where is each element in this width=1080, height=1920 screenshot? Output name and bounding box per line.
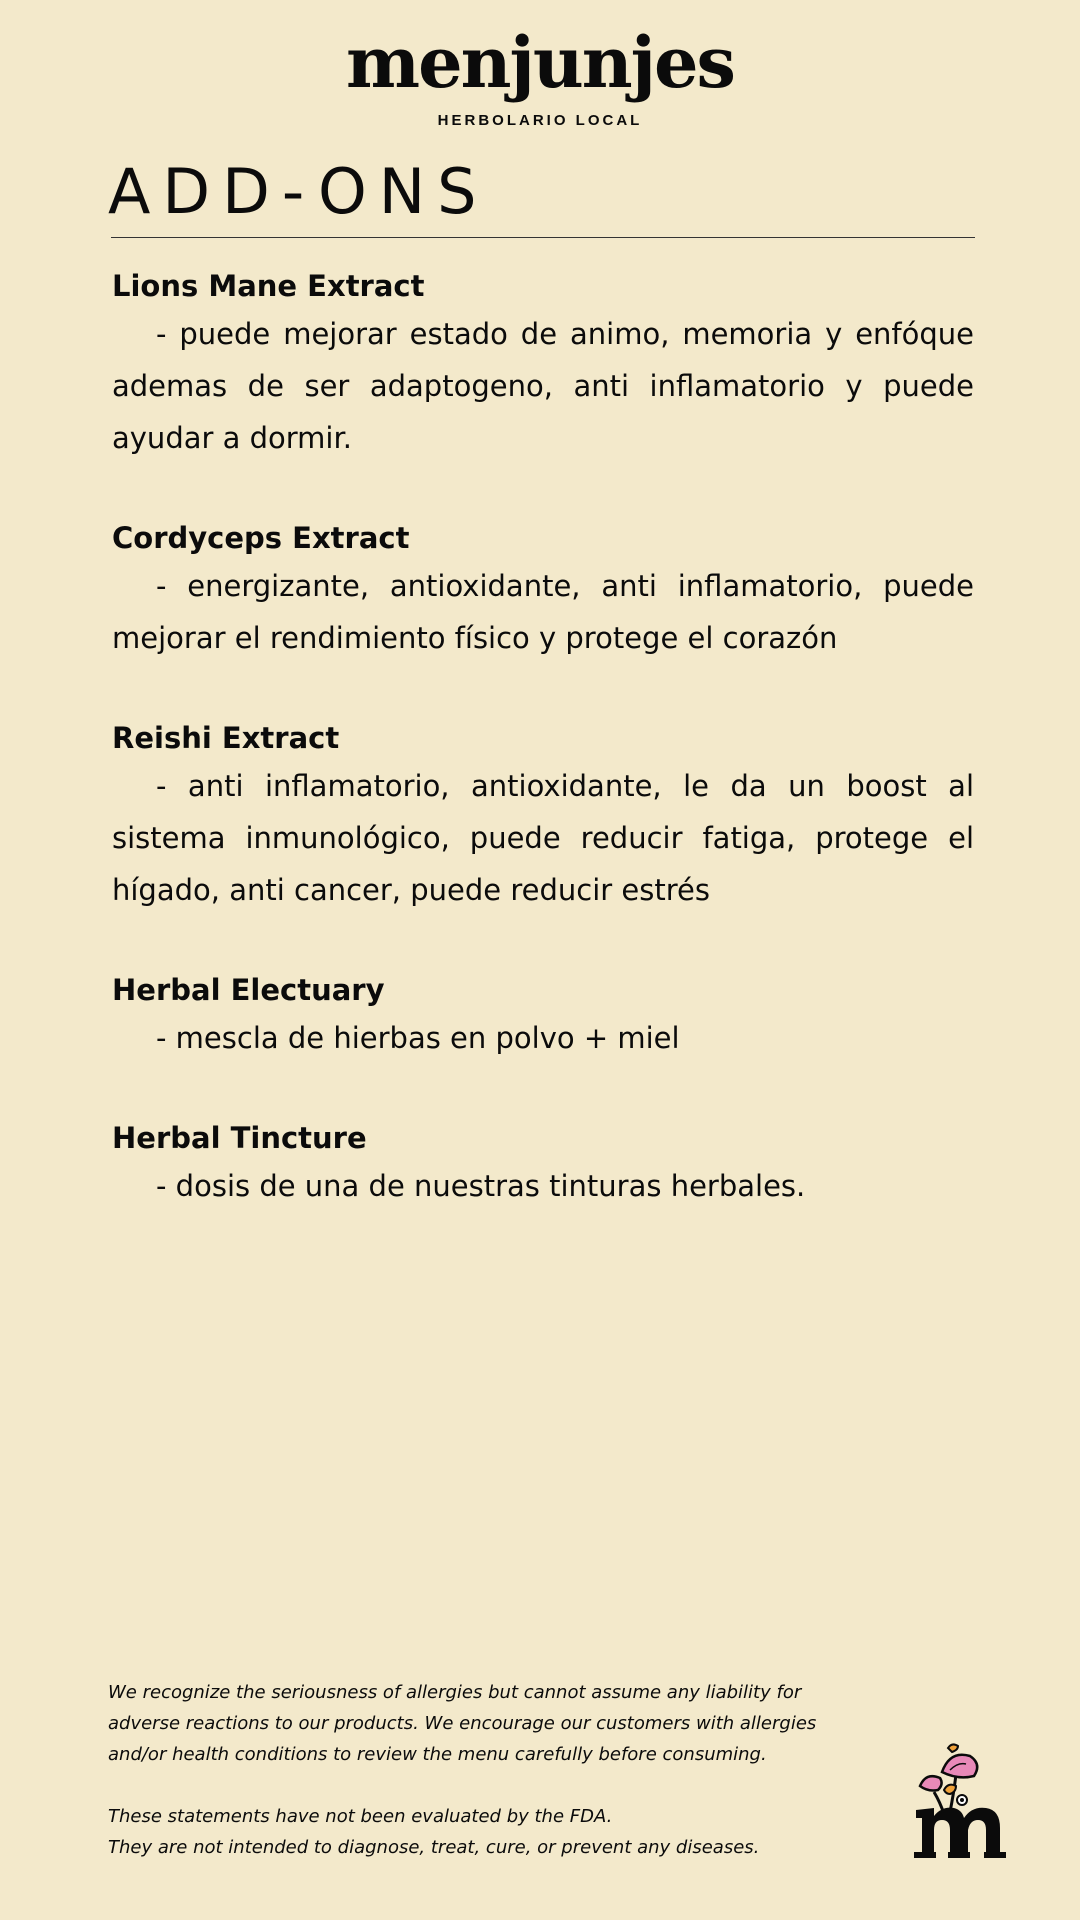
item-description: - mescla de hierbas en polvo + miel xyxy=(156,1021,680,1055)
item-name: Cordyceps Extract xyxy=(112,521,410,555)
item-description: - dosis de una de nuestras tinturas herbales. xyxy=(156,1169,806,1203)
allergy-disclaimer xyxy=(108,1677,898,1770)
brand-name: menjunjes xyxy=(346,21,734,104)
list-item xyxy=(112,1116,974,1212)
item-description: - anti inflamatorio, antioxidante, le da un boost al sistema inmunológico, puede reducir fatiga, protege el hígado, anti cancer, puede reducir estrés xyxy=(112,769,974,907)
disclaimer-line: adverse reactions to our products. We encourage our customers with allergies xyxy=(108,1713,817,1734)
add-ons-list xyxy=(112,264,974,1264)
item-description: - puede mejorar estado de animo, memoria y enfóque ademas de ser adaptogeno, anti inflamatorio y puede ayudar a dormir. xyxy=(112,317,974,455)
list-item xyxy=(112,264,974,464)
disclaimer-line: We recognize the seriousness of allergies but cannot assume any liability for xyxy=(108,1682,802,1703)
list-item xyxy=(112,968,974,1064)
list-item xyxy=(112,516,974,664)
disclaimer-line: and/or health conditions to review the menu carefully before consuming. xyxy=(108,1744,767,1765)
item-name: Herbal Electuary xyxy=(112,973,385,1007)
disclaimer-line: These statements have not been evaluated by the FDA. xyxy=(108,1806,613,1827)
item-description: - energizante, antioxidante, anti inflamatorio, puede mejorar el rendimiento físico y protege el corazón xyxy=(112,569,974,655)
title-divider xyxy=(111,237,975,238)
brand-header xyxy=(0,21,1080,129)
fda-disclaimer xyxy=(108,1801,898,1863)
page-title: ADD-ONS xyxy=(108,155,489,228)
item-name: Lions Mane Extract xyxy=(112,269,425,303)
brand-subtitle: HERBOLARIO LOCAL xyxy=(437,112,643,129)
mushroom-m-logo-icon xyxy=(900,1740,1020,1860)
list-item xyxy=(112,716,974,916)
item-name: Reishi Extract xyxy=(112,721,340,755)
item-name: Herbal Tincture xyxy=(112,1121,367,1155)
disclaimer-line: They are not intended to diagnose, treat, cure, or prevent any diseases. xyxy=(108,1837,760,1858)
